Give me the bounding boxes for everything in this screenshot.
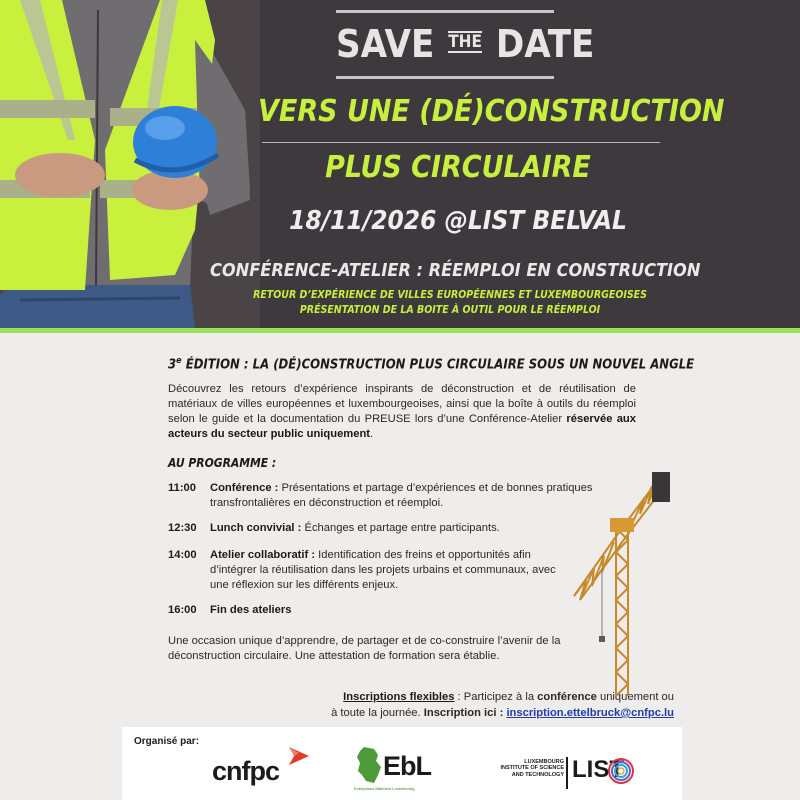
registration-bold-2: Inscription ici : [423, 707, 504, 719]
event-subtitle: CONFÉRENCE-ATELIER : RÉEMPLOI EN CONSTRUCTION [210, 260, 701, 281]
program-item-title: Lunch convivial : [210, 522, 302, 534]
registration-line-2 [300, 705, 674, 721]
program-time: 12:30 [168, 522, 197, 534]
program-item [168, 603, 608, 619]
badge-rule-bottom [336, 76, 554, 79]
intro-text: Découvrez les retours d’expérience inspirants de déconstruction et de réutilisation de matériaux de villes européennes et luxembourgeoises, ainsi que la boîte à outils du réemploi selon le guide et la documentation du PREUSE lors d’une Conférence-Atelier [168, 383, 636, 425]
list-divider [566, 757, 568, 789]
event-subline-2: PRÉSENTATION DE LA BOITE À OUTIL POUR LE RÉEMPLOI [299, 304, 601, 316]
edition-title: ÉDITION : LA (DÉ)CONSTRUCTION PLUS CIRCULAIRE SOUS UN NOUVEL ANGLE [181, 357, 695, 373]
event-title-line-2: PLUS CIRCULAIRE [325, 150, 591, 185]
cnfpc-logo-text: cnfpc [212, 756, 280, 786]
ebl-logo-text: EbL [383, 751, 431, 781]
luxembourg-map-icon [354, 745, 384, 785]
closing-paragraph: Une occasion unique d’apprendre, de partager et de co-construire l’avenir de la déconstruction circulaire. Une attestation de formation sera établie. [168, 635, 561, 662]
program-item [168, 521, 608, 537]
cnfpc-logo-icon [287, 745, 311, 767]
program-desc [210, 603, 610, 618]
list-small-line-1: LUXEMBOURG [524, 759, 564, 765]
edition-sup: e [176, 356, 182, 366]
program-item-title: Fin des ateliers [210, 604, 292, 616]
program-time: 16:00 [168, 604, 197, 616]
program-item-text: Présentations et partage d’expériences et de bonnes pratiques transfrontalières en déconstruction et réemploi. [210, 482, 593, 509]
ebl-tagline: Entreprises Bâtiment Luxembourg [354, 786, 415, 791]
badge-rule-top [336, 10, 554, 13]
the-word: THE [448, 31, 482, 52]
list-small-line-2: INSTITUTE OF SCIENCE [500, 765, 564, 772]
list-logo-text: LIST [572, 756, 624, 783]
edition-heading [168, 356, 694, 372]
event-subline-1: RETOUR D’EXPÉRIENCE DE VILLES EUROPÉENNES ET LUXEMBOURGEOISES [253, 289, 647, 301]
organizers-footer [122, 727, 682, 800]
program-item-text: Identification des freins et opportunités afin d’intégrer la réutilisation dans les projets urbains et communaux, avec une réflexion sur les différents enjeux. [210, 549, 556, 591]
date-word: DATE [495, 22, 595, 66]
event-title-line-1: VERS UNE (DÉ)CONSTRUCTION [258, 94, 725, 129]
program-time: 11:00 [168, 482, 196, 494]
program-desc [210, 521, 610, 536]
program-time: 14:00 [168, 549, 197, 561]
registration-text-3: à toute la journée. [331, 707, 424, 719]
header-accent-stripe [0, 328, 800, 333]
edition-number: 3 [168, 357, 177, 373]
program-item-title: Atelier collaboratif : [210, 549, 316, 561]
program-item [168, 481, 608, 513]
program-heading: AU PROGRAMME : [168, 456, 277, 470]
registration-email-link[interactable]: inscription.ettelbruck@cnfpc.lu [506, 707, 674, 719]
save-the-date-badge [336, 10, 595, 80]
intro-paragraph [168, 382, 636, 442]
organised-by-label: Organisé par: [134, 736, 200, 747]
list-small-line-3: AND TECHNOLOGY [511, 771, 564, 778]
program-item [168, 548, 608, 594]
event-date-location: 18/11/2026 @LIST BELVAL [289, 206, 627, 236]
list-logo-icon [606, 754, 636, 788]
list-institute-name [486, 759, 564, 778]
registration-text-2: uniquement ou [596, 691, 674, 703]
save-word: SAVE [336, 22, 435, 66]
registration-text-1: : Participez à la [454, 691, 538, 703]
header-banner [0, 0, 800, 328]
crane-image [566, 468, 676, 698]
intro-bold: réservée aux acteurs du secteur public uniquement [168, 413, 636, 440]
program-desc [210, 481, 610, 511]
program-item-title: Conférence : [210, 482, 279, 494]
registration-label: Inscriptions flexibles [343, 691, 455, 703]
title-divider [262, 142, 660, 143]
save-the-date-text [336, 22, 595, 66]
program-desc [210, 548, 570, 593]
program-item-text: Échanges et partage entre participants. [301, 522, 500, 534]
intro-end: . [370, 428, 374, 440]
registration-bold-1: conférence [537, 691, 597, 703]
